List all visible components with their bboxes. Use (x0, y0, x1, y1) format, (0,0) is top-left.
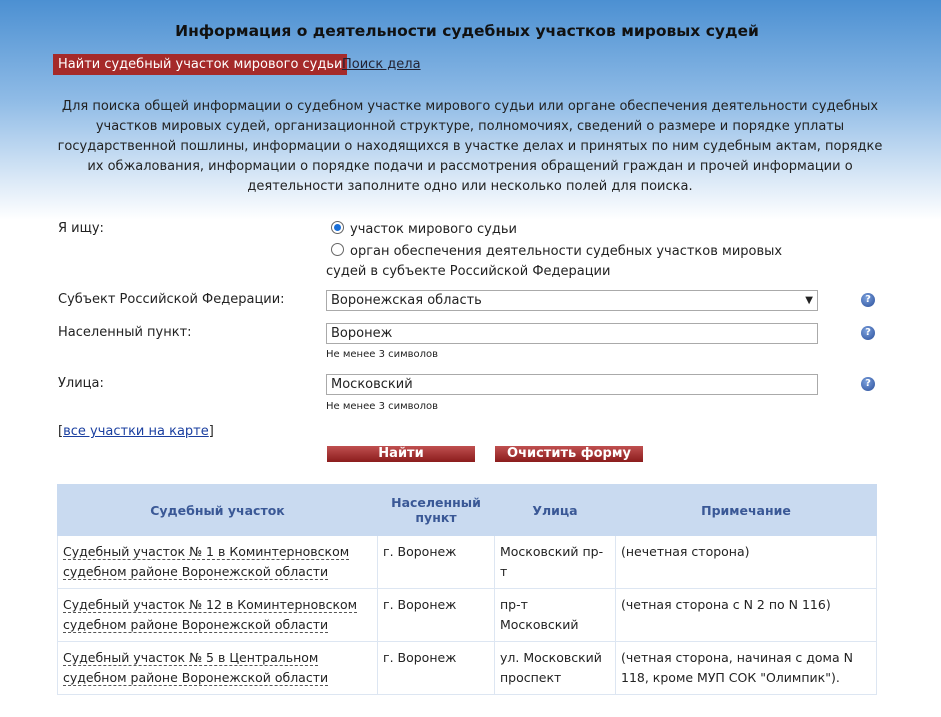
street-label: Улица: (58, 376, 104, 391)
seek-label: Я ищу: (58, 221, 104, 236)
radio-label: участок мирового судьи (350, 222, 517, 237)
table-row (58, 536, 877, 589)
radio-checked-icon[interactable] (331, 221, 344, 234)
street-input[interactable]: Московский (326, 374, 818, 395)
radio-authority[interactable] (326, 242, 816, 282)
note-cell: (четная сторона с N 2 по N 116) (616, 589, 877, 642)
court-site-link[interactable]: Судебный участок № 1 в Коминтерновском судебном районе Воронежской области (63, 544, 350, 579)
table-row (58, 642, 877, 695)
city-cell: г. Воронеж (378, 536, 495, 589)
street-hint: Не менее 3 символов (326, 401, 439, 412)
city-label: Населенный пункт: (58, 325, 192, 340)
help-icon[interactable]: ? (861, 377, 875, 391)
note-cell: (нечетная сторона) (616, 536, 877, 589)
page-title: Информация о деятельности судебных участков мировых судей (175, 22, 759, 40)
radio-unchecked-icon[interactable] (331, 243, 344, 256)
tab-find-court-site[interactable]: Найти судебный участок мирового судьи (53, 54, 347, 75)
subject-value: Воронежская область (331, 293, 482, 308)
clear-form-button[interactable]: Очистить форму (495, 446, 643, 462)
subject-label: Субъект Российской Федерации: (58, 292, 285, 307)
table-row (58, 589, 877, 642)
help-icon[interactable]: ? (861, 326, 875, 340)
city-hint: Не менее 3 символов (326, 349, 439, 360)
col-court-site: Судебный участок (58, 485, 378, 536)
col-city: Населенный пункт (378, 485, 495, 536)
col-street: Улица (495, 485, 616, 536)
street-cell: Московский пр-т (495, 536, 616, 589)
tab-case-search[interactable]: Поиск дела (342, 57, 421, 72)
radio-court-site[interactable] (331, 221, 517, 237)
street-cell: ул. Московский проспект (495, 642, 616, 695)
chevron-down-icon: ▼ (805, 295, 813, 306)
col-note: Примечание (616, 485, 877, 536)
city-cell: г. Воронеж (378, 642, 495, 695)
city-cell: г. Воронеж (378, 589, 495, 642)
court-site-link[interactable]: Судебный участок № 12 в Коминтерновском судебном районе Воронежской области (63, 597, 358, 632)
help-icon[interactable]: ? (861, 293, 875, 307)
subject-select[interactable] (326, 290, 818, 311)
note-cell: (четная сторона, начиная с дома N 118, кроме МУП СОК "Олимпик"). (616, 642, 877, 695)
radio-label: орган обеспечения деятельности судебных участков мировых судей в субъекте Российской Федерации (326, 244, 783, 279)
intro-text: Для поиска общей информации о судебном участке мирового судьи или органе обеспечения деятельности судебных участков мировых судей, организационной структуре, полномочиях, сведений о размере и порядке уплаты государственной пошлины, информации о находящихся в участке делах и принятых по ним судебным актам, порядке их обжалования, информации о порядке подачи и рассмотрения обращений граждан и прочей информации о деятельности заполните одно или несколько полей для поиска. (57, 99, 883, 194)
results-table (57, 484, 877, 695)
city-input[interactable]: Воронеж (326, 323, 818, 344)
map-link-wrapper: [все участки на карте] (58, 424, 214, 439)
street-cell: пр-т Московский (495, 589, 616, 642)
all-sites-map-link[interactable]: все участки на карте (63, 424, 209, 439)
court-site-link[interactable]: Судебный участок № 5 в Центральном судебном районе Воронежской области (63, 650, 329, 685)
table-header (58, 485, 877, 536)
find-button[interactable]: Найти (327, 446, 475, 462)
